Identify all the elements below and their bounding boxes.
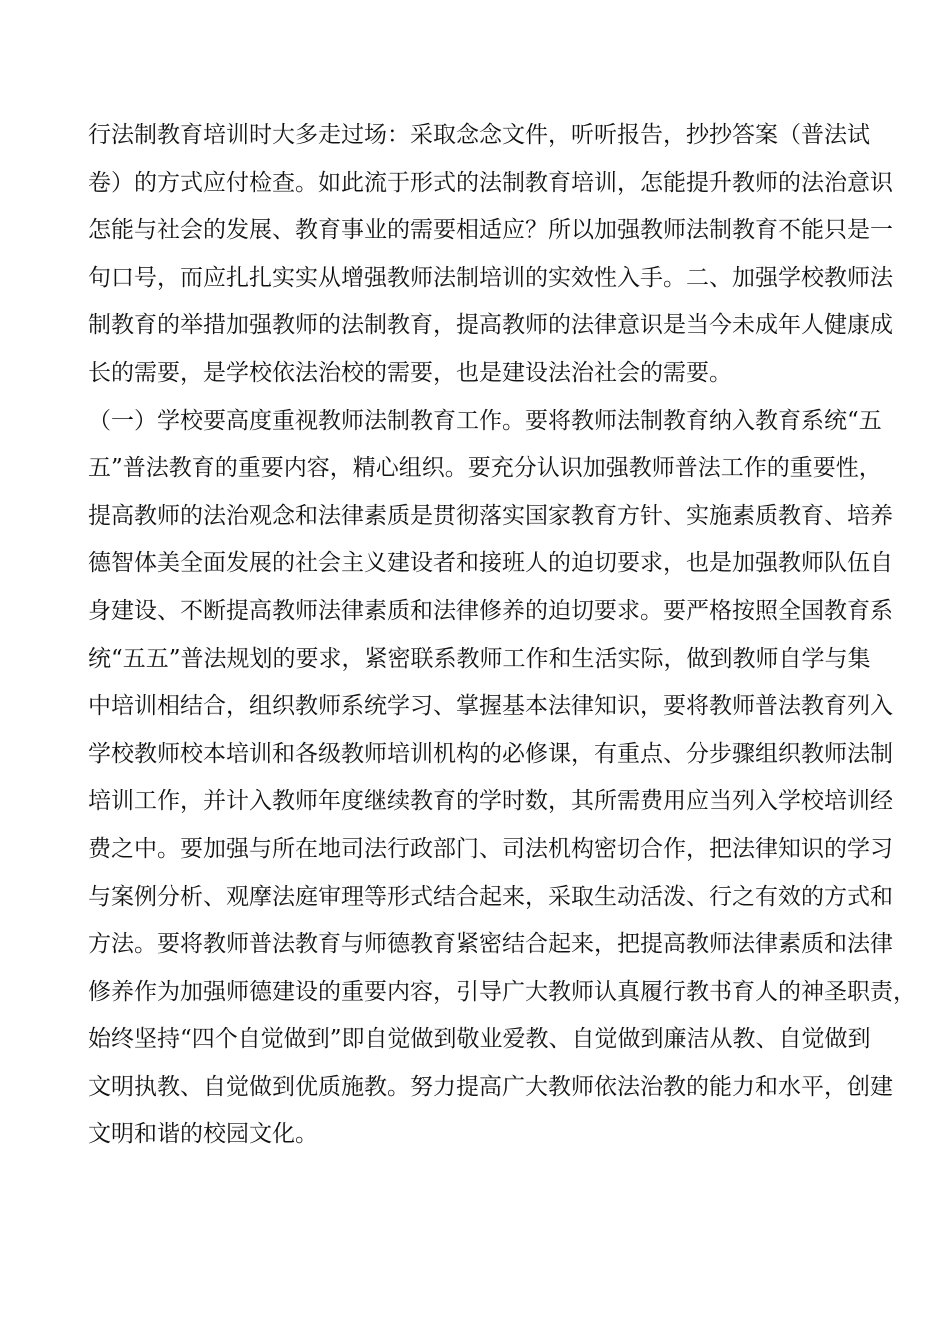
text-line: 培训工作，并计入教师年度继续教育的学时数，其所需费用应当列入学校培训经: [88, 788, 893, 815]
text-line: 怎能与社会的发展、教育事业的需要相适应？所以加强教师法制教育不能只是一: [88, 217, 893, 244]
text-line: 句口号，而应扎扎实实从增强教师法制培训的实效性入手。二、加强学校教师法: [88, 264, 893, 291]
text-line: 文明和谐的校园文化。: [88, 1121, 318, 1148]
text-line: 德智体美全面发展的社会主义建设者和接班人的迫切要求，也是加强教师队伍自: [88, 550, 893, 577]
text-line: 中培训相结合，组织教师系统学习、掌握基本法律知识，要将教师普法教育列入: [88, 693, 893, 720]
text-line: 费之中。要加强与所在地司法行政部门、司法机构密切合作，把法律知识的学习: [88, 835, 893, 862]
text-line: 五”普法教育的重要内容，精心组织。要充分认识加强教师普法工作的重要性，: [88, 455, 882, 482]
text-line: 制教育的举措加强教师的法制教育，提高教师的法律意识是当今未成年人健康成: [88, 312, 893, 339]
text-line: 文明执教、自觉做到优质施教。努力提高广大教师依法治教的能力和水平，创建: [88, 1073, 893, 1100]
text-line: 行法制教育培训时大多走过场：采取念念文件，听听报告，抄抄答案（普法试: [88, 122, 870, 148]
text-line: 始终坚持“四个自觉做到”即自觉做到敬业爱教、自觉做到廉洁从教、自觉做到: [88, 1026, 871, 1053]
text-line: 修养作为加强师德建设的重要内容，引导广大教师认真履行教书育人的神圣职责，: [88, 978, 916, 1005]
text-line: （一）学校要高度重视教师法制教育工作。要将教师法制教育纳入教育系统“五: [88, 407, 882, 434]
text-line: 方法。要将教师普法教育与师德教育紧密结合起来，把提高教师法律素质和法律: [88, 931, 893, 958]
text-line: 提高教师的法治观念和法律素质是贯彻落实国家教育方针、实施素质教育、培养: [88, 502, 893, 529]
document-body: [88, 112, 916, 1159]
text-line: 身建设、不断提高教师法律素质和法律修养的迫切要求。要严格按照全国教育系: [88, 597, 893, 624]
text-line: 长的需要，是学校依法治校的需要，也是建设法治社会的需要。: [88, 359, 732, 386]
text-line: 与案例分析、观摩法庭审理等形式结合起来，采取生动活泼、行之有效的方式和: [88, 883, 893, 910]
text-line: 统“五五”普法规划的要求，紧密联系教师工作和生活实际，做到教师自学与集: [88, 645, 871, 672]
text-line: 学校教师校本培训和各级教师培训机构的必修课，有重点、分步骤组织教师法制: [88, 740, 893, 767]
text-line: 卷）的方式应付检查。如此流于形式的法制教育培训，怎能提升教师的法治意识: [88, 169, 893, 196]
